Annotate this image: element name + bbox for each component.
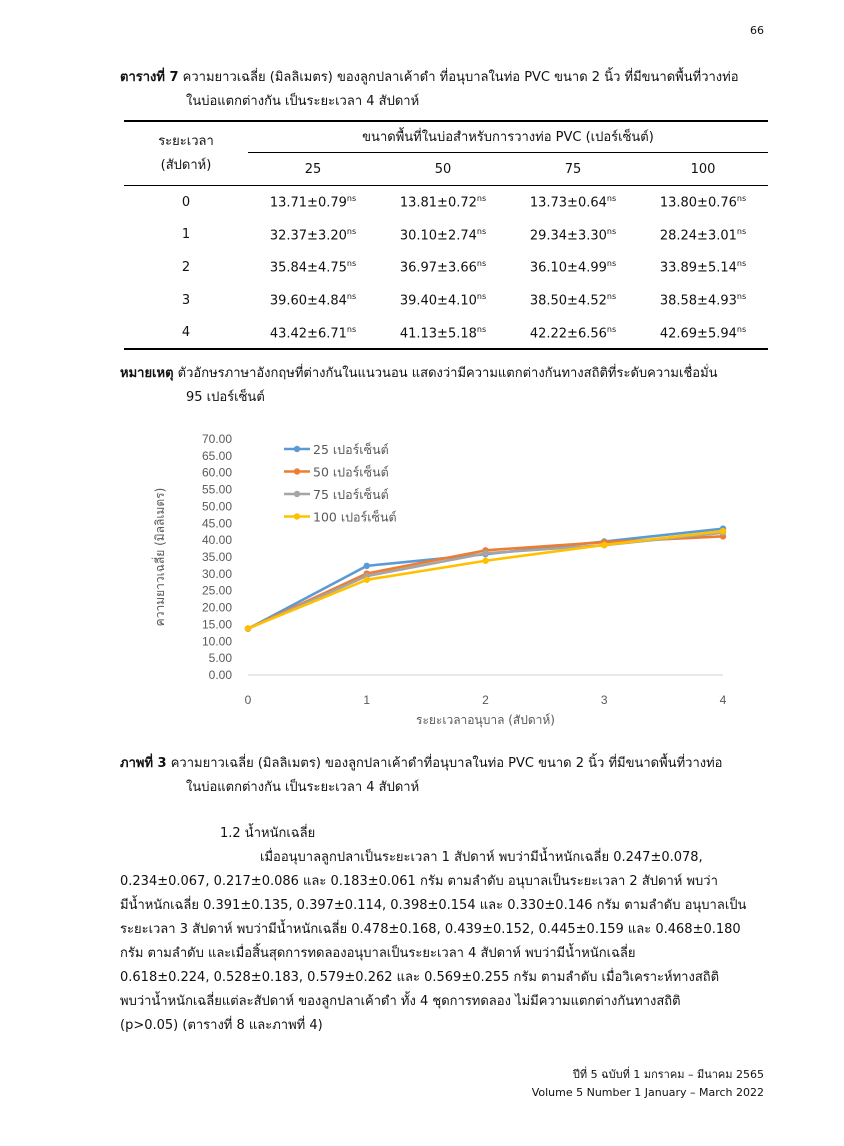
footer	[532, 1066, 764, 1102]
note-line1: ตัวอักษรภาษาอังกฤษที่ต่างกันในแนวนอน แสดงว่ามีความแตกต่างกันทางสถิติที่ระดับความเชื่อมั่น	[177, 366, 718, 381]
y-tick-label: 40.00	[201, 533, 232, 548]
value-cell	[378, 186, 508, 219]
table-row	[124, 219, 768, 252]
table-row	[124, 186, 768, 219]
value-text: 13.81±0.72	[399, 195, 477, 211]
significance-mark: ns	[346, 324, 357, 334]
value-text: 43.42±6.71	[269, 325, 347, 341]
significance-mark: ns	[476, 194, 487, 204]
footer-thai: ปีที่ 5 ฉบับที่ 1 มกราคม – มีนาคม 2565	[572, 1068, 764, 1081]
figure-caption-label: ภาพที่ 3	[120, 756, 167, 771]
value-text: 35.84±4.75	[269, 260, 347, 276]
value-cell	[378, 284, 508, 317]
value-text: 42.22±6.56	[529, 325, 607, 341]
week-cell: 2	[181, 259, 191, 275]
value-cell	[638, 284, 768, 317]
value-text: 28.24±3.01	[659, 228, 737, 244]
paragraph-line: เมื่ออนุบาลลูกปลาเป็นระยะเวลา 1 สัปดาห์ พบว่ามีน้ำหนักเฉลี่ย 0.247±0.078,	[260, 850, 703, 865]
time-header-line2: (สัปดาห์)	[160, 158, 212, 173]
value-text: 36.97±3.66	[399, 260, 477, 276]
y-tick-label: 55.00	[201, 482, 232, 497]
y-tick-label: 0.00	[208, 668, 232, 682]
value-cell	[248, 316, 378, 349]
significance-mark: ns	[346, 259, 357, 269]
value-text: 38.50±4.52	[529, 293, 607, 309]
value-cell	[508, 186, 638, 219]
y-tick-label: 65.00	[201, 448, 232, 463]
col-header-50: 50	[434, 162, 452, 177]
y-tick-label: 10.00	[201, 634, 232, 649]
week-cell: 1	[181, 227, 191, 243]
figure-caption	[120, 752, 722, 800]
legend-marker	[294, 491, 300, 497]
data-point	[601, 542, 607, 548]
paragraph-line: กรัม ตามลำดับ และเมื่อสิ้นสุดการทดลองอนุบาลเป็นระยะเวลา 4 สัปดาห์ พบว่ามีน้ำหนักเฉลี่ย	[120, 946, 636, 961]
legend-label: 25 เปอร์เซ็นต์	[313, 442, 389, 457]
significance-mark: ns	[606, 226, 617, 236]
value-text: 42.69±5.94	[659, 325, 737, 341]
col-header-75: 75	[564, 162, 582, 177]
table-caption-line1: ความยาวเฉลี่ย (มิลลิเมตร) ของลูกปลาเค้าดำ ที่อนุบาลในท่อ PVC ขนาด 2 นิ้ว ที่มีขนาดพื้นที่วางท่อ	[182, 70, 739, 85]
value-cell	[378, 219, 508, 252]
table-caption-line2: ในบ่อแตกต่างกัน เป็นระยะเวลา 4 สัปดาห์	[186, 94, 420, 109]
x-tick-label: 2	[482, 693, 489, 707]
footer-english: Volume 5 Number 1 January – March 2022	[531, 1086, 764, 1099]
value-text: 30.10±2.74	[399, 228, 477, 244]
col-header-100: 100	[690, 162, 716, 177]
length-table	[124, 120, 768, 349]
significance-mark: ns	[736, 324, 747, 334]
value-text: 39.60±4.84	[269, 293, 347, 309]
paragraph-line: พบว่าน้ำหนักเฉลี่ยแต่ละสัปดาห์ ของลูกปลาเค้าดำ ทั้ง 4 ชุดการทดลอง ไม่มีความแตกต่างกันทางสถิติ	[120, 994, 681, 1009]
series-line	[248, 529, 723, 629]
y-tick-label: 50.00	[201, 499, 232, 514]
value-cell	[638, 316, 768, 349]
value-text: 41.13±5.18	[399, 325, 477, 341]
y-tick-label: 30.00	[201, 566, 232, 581]
significance-mark: ns	[346, 291, 357, 301]
significance-mark: ns	[346, 226, 357, 236]
value-cell	[378, 251, 508, 284]
paragraph-line: 0.618±0.224, 0.528±0.183, 0.579±0.262 และ 0.569±0.255 กรัม ตามลำดับ เมื่อวิเคราะห์ทางสถิติ	[120, 970, 720, 985]
x-tick-label: 3	[600, 693, 608, 707]
section-heading: 1.2 น้ำหนักเฉลี่ย	[220, 826, 316, 841]
week-cell: 4	[181, 325, 191, 341]
significance-mark: ns	[606, 324, 617, 334]
value-text: 13.71±0.79	[269, 195, 347, 211]
time-header	[124, 120, 248, 186]
legend-marker	[294, 513, 300, 519]
legend-marker	[294, 446, 300, 452]
table-row	[124, 284, 768, 317]
value-text: 13.73±0.64	[529, 195, 607, 211]
y-tick-label: 70.00	[201, 432, 232, 446]
paragraph-line: มีน้ำหนักเฉลี่ย 0.391±0.135, 0.397±0.114, 0.398±0.154 และ 0.330±0.146 กรัม ตามลำดับ อนุบาลเป็น	[120, 898, 747, 913]
value-text: 13.80±0.76	[659, 195, 737, 211]
value-cell	[248, 219, 378, 252]
series-line	[248, 533, 723, 629]
series-line	[248, 531, 723, 628]
table-caption	[120, 66, 739, 114]
data-point	[482, 550, 488, 556]
week-cell: 3	[181, 292, 191, 308]
legend-label: 50 เปอร์เซ็นต์	[313, 464, 389, 480]
table-note	[120, 362, 718, 410]
value-cell	[508, 219, 638, 252]
time-header-line1: ระยะเวลา	[158, 134, 214, 149]
paragraph-line: (p>0.05) (ตารางที่ 8 และภาพที่ 4)	[120, 1018, 323, 1033]
y-tick-label: 60.00	[201, 465, 232, 480]
page-number: 66	[750, 24, 764, 37]
significance-mark: ns	[476, 291, 487, 301]
table-row	[124, 316, 768, 349]
value-cell	[248, 251, 378, 284]
significance-mark: ns	[736, 226, 747, 236]
data-point	[364, 563, 370, 569]
value-text: 29.34±3.30	[529, 228, 607, 244]
data-point	[364, 577, 370, 583]
value-cell	[378, 316, 508, 349]
significance-mark: ns	[736, 291, 747, 301]
y-tick-label: 45.00	[201, 516, 232, 531]
significance-mark: ns	[476, 259, 487, 269]
significance-mark: ns	[736, 194, 747, 204]
x-tick-label: 1	[363, 693, 371, 707]
paragraph-line: 0.234±0.067, 0.217±0.086 และ 0.183±0.061 กรัม ตามลำดับ อนุบาลเป็นระยะเวลา 2 สัปดาห์ พบว่า	[120, 874, 718, 889]
value-cell	[508, 251, 638, 284]
legend-marker	[294, 468, 300, 474]
significance-mark: ns	[476, 324, 487, 334]
paragraph-line: ระยะเวลา 3 สัปดาห์ พบว่ามีน้ำหนักเฉลี่ย 0.478±0.168, 0.439±0.152, 0.445±0.159 และ 0.468±0.180	[120, 922, 741, 937]
value-cell	[248, 186, 378, 219]
y-tick-label: 35.00	[201, 550, 232, 564]
value-text: 38.58±4.93	[659, 293, 737, 309]
y-tick-label: 15.00	[201, 617, 232, 632]
value-text: 36.10±4.99	[529, 260, 607, 276]
data-point	[482, 558, 488, 564]
y-tick-label: 25.00	[201, 583, 232, 598]
y-tick-label: 20.00	[201, 600, 232, 615]
significance-mark: ns	[606, 291, 617, 301]
significance-mark: ns	[606, 259, 617, 269]
note-label: หมายเหตุ	[120, 366, 174, 381]
x-tick-label: 4	[719, 693, 727, 707]
significance-mark: ns	[346, 194, 357, 204]
y-tick-label: 5.00	[208, 651, 232, 666]
value-cell	[248, 284, 378, 317]
table-caption-label: ตารางที่ 7	[120, 70, 179, 85]
table-row	[124, 251, 768, 284]
value-cell	[638, 186, 768, 219]
group-header: ขนาดพื้นที่ในบ่อสำหรับการวางท่อ PVC (เปอร์เซ็นต์)	[362, 130, 654, 145]
note-line2: 95 เปอร์เซ็นต์	[186, 390, 265, 405]
value-text: 33.89±5.14	[659, 260, 737, 276]
significance-mark: ns	[736, 259, 747, 269]
value-cell	[638, 219, 768, 252]
week-cell: 0	[181, 194, 191, 210]
value-cell	[508, 316, 638, 349]
value-cell	[508, 284, 638, 317]
significance-mark: ns	[606, 194, 617, 204]
value-cell	[638, 251, 768, 284]
section-paragraph	[120, 846, 766, 1038]
data-point	[720, 528, 726, 534]
data-point	[245, 625, 251, 631]
legend-label: 75 เปอร์เซ็นต์	[313, 487, 389, 502]
y-axis-title: ความยาวเฉลี่ย (มิลลิเมตร)	[153, 487, 167, 627]
figure-caption-line1: ความยาวเฉลี่ย (มิลลิเมตร) ของลูกปลาเค้าดำที่อนุบาลในท่อ PVC ขนาด 2 นิ้ว ที่มีขนาดพื้นที่วางท่อ	[170, 756, 723, 771]
x-tick-label: 0	[244, 693, 252, 707]
legend-label: 100 เปอร์เซ็นต์	[313, 509, 397, 525]
value-text: 39.40±4.10	[399, 293, 477, 309]
x-axis-title: ระยะเวลาอนุบาล (สัปดาห์)	[416, 713, 555, 727]
significance-mark: ns	[476, 226, 487, 236]
figure-caption-line2: ในบ่อแตกต่างกัน เป็นระยะเวลา 4 สัปดาห์	[186, 780, 420, 795]
col-header-25: 25	[304, 162, 322, 177]
length-line-chart	[150, 425, 750, 735]
value-text: 32.37±3.20	[269, 228, 347, 244]
